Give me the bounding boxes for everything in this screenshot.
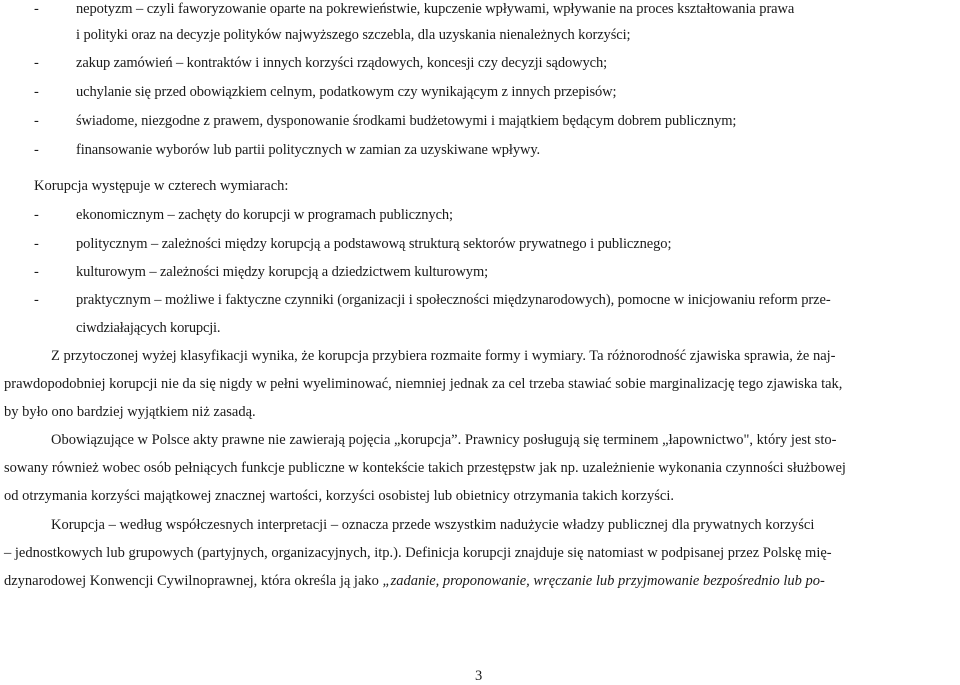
paragraph-text: dzynarodowej Konwencji Cywilnoprawnej, która określa ją jako <box>4 573 383 589</box>
list-line <box>0 112 960 130</box>
list-line <box>0 141 960 159</box>
list-dash: - <box>34 264 39 280</box>
list-item-text: ekonomicznym – zachęty do korupcji w programach publicznych; <box>76 207 453 223</box>
list-item-text: praktycznym – możliwe i faktyczne czynniki (organizacji i społeczności międzynarodowych), pomocne w inicjowaniu reform prze- <box>76 292 831 308</box>
paragraph-line: prawdopodobniej korupcji nie da się nigdy w pełni wyeliminować, niemniej jednak za cel trzeba stawiać sobie marginalizację tego zjawiska tak, <box>4 376 843 392</box>
paragraph-line: – jednostkowych lub grupowych (partyjnych, organizacyjnych, itp.). Definicja korupcji znajduje się natomiast w podpisanej przez Polskę mię- <box>4 545 832 561</box>
list-line <box>0 206 960 224</box>
list-line <box>0 54 960 72</box>
list-line <box>0 319 960 337</box>
paragraph-line: by było ono bardziej wyjątkiem niż zasadą. <box>4 404 256 420</box>
list-item-text: zakup zamówień – kontraktów i innych korzyści rządowych, koncesji czy decyzji sądowych; <box>76 55 608 71</box>
list-line <box>0 263 960 281</box>
list-item-text: nepotyzm – czyli faworyzowanie oparte na pokrewieństwie, kupczenie wpływami, wpływanie na proces kształtowania prawa <box>76 1 795 17</box>
page-number: 3 <box>475 668 483 684</box>
list-line <box>0 291 960 309</box>
list-item-text: i polityki oraz na decyzje polityków najwyższego szczebla, dla uzyskania nienależnych korzyści; <box>76 27 631 43</box>
section-heading: Korupcja występuje w czterech wymiarach: <box>34 178 289 194</box>
paragraph-line: Z przytoczonej wyżej klasyfikacji wynika, że korupcja przybiera rozmaite formy i wymiary. Ta różnorodność zjawiska sprawia, że naj- <box>51 348 836 364</box>
list-dash: - <box>34 292 39 308</box>
list-dash: - <box>34 236 39 252</box>
paragraph-line: Obowiązujące w Polsce akty prawne nie zawierają pojęcia „korupcja”. Prawnicy posługują się terminem „łapownictwo", który jest sto- <box>51 432 837 448</box>
list-dash: - <box>34 84 39 100</box>
paragraph-line: Korupcja – według współczesnych interpretacji – oznacza przede wszystkim nadużycie władzy publicznej dla prywatnych korzyści <box>51 517 815 533</box>
list-item-text: kulturowym – zależności między korupcją a dziedzictwem kulturowym; <box>76 264 489 280</box>
list-item-text: ciwdziałających korupcji. <box>76 320 221 336</box>
list-item-text: finansowanie wyborów lub partii politycznych w zamian za uzyskiwane wpływy. <box>76 142 541 158</box>
list-item-text: świadome, niezgodne z prawem, dysponowanie środkami budżetowymi i majątkiem będącym dobrem publicznym; <box>76 113 737 129</box>
paragraph-line: sowany również wobec osób pełniących funkcje publiczne w kontekście takich przestępstw jak np. uzależnienie wykonania czynności służbowej <box>4 460 846 476</box>
list-line <box>0 83 960 101</box>
paragraph-line: od otrzymania korzyści majątkowej znacznej wartości, korzyści osobistej lub obietnicy otrzymania takich korzyści. <box>4 488 675 504</box>
list-dash: - <box>34 207 39 223</box>
list-dash: - <box>34 55 39 71</box>
list-dash: - <box>34 113 39 129</box>
list-dash: - <box>34 1 39 17</box>
list-line <box>0 0 960 18</box>
list-dash: - <box>34 142 39 158</box>
list-item-text: politycznym – zależności między korupcją a podstawową strukturą sektorów prywatnego i publicznego; <box>76 236 672 252</box>
list-line <box>0 26 960 44</box>
list-line <box>0 235 960 253</box>
italic-quote: „zadanie, proponowanie, wręczanie lub przyjmowanie bezpośrednio lub po- <box>382 573 825 589</box>
list-item-text: uchylanie się przed obowiązkiem celnym, podatkowym czy wynikającym z innych przepisów; <box>76 84 617 100</box>
paragraph-line <box>4 572 825 590</box>
